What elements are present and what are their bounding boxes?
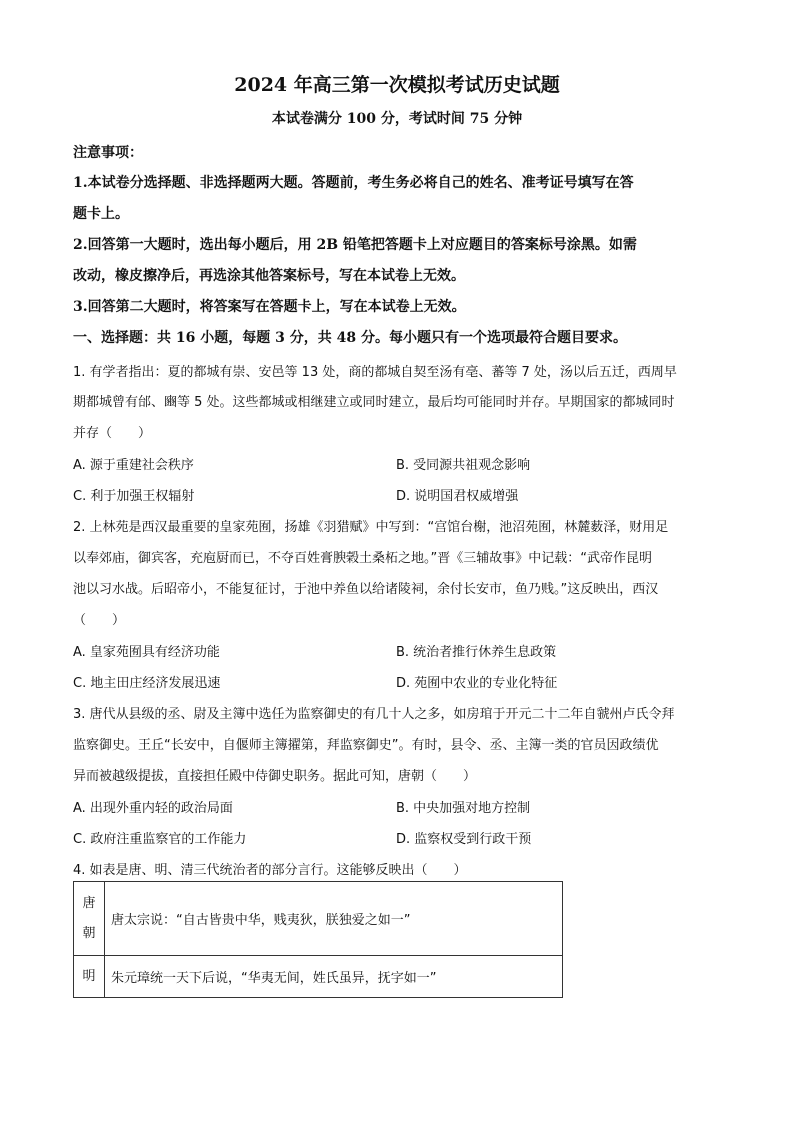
question-text: 1. 有学者指出：夏的都城有崇、安邑等 13 处，商的都城自契至汤有亳、蕃等 7 处，汤以后五迁，西周早 xyxy=(73,365,677,380)
question-text: 监察御史。王丘“长安中，自偃师主簿擢第，拜监察御史”。有时，县令、丞、主簿一类的官员因政绩优 xyxy=(73,738,659,753)
option-c: C. 政府注重监察官的工作能力 xyxy=(73,832,247,847)
option-d: D. 苑囿中农业的专业化特征 xyxy=(396,676,558,691)
dynasty-char: 朝 xyxy=(82,925,96,941)
dynasty-quotes-table xyxy=(73,881,563,998)
option-a: A. 源于重建社会秩序 xyxy=(73,458,194,473)
option-d: D. 监察权受到行政干预 xyxy=(396,832,532,847)
notice-line: 1.本试卷分选择题、非选择题两大题。答题前，考生务必将自己的姓名、准考证号填写在答 xyxy=(73,175,634,191)
table-row xyxy=(74,882,563,956)
question-text: 池以习水战。后昭帝小，不能复征讨，于池中养鱼以给诸陵祠，余付长安市，鱼乃贱。”这反映出，西汉 xyxy=(73,582,659,597)
option-a: A. 出现外重内轻的政治局面 xyxy=(73,801,233,816)
notice-heading: 注意事项： xyxy=(73,145,143,161)
notice-line: 3.回答第二大题时，将答案写在答题卡上，写在本试卷上无效。 xyxy=(73,299,466,315)
question-text: 并存（ ） xyxy=(73,426,152,441)
question-text: 3. 唐代从县级的丞、尉及主簿中选任为监察御史的有几十人之多，如房琯于开元二十二年自虢州卢氏令拜 xyxy=(73,707,675,722)
option-c: C. 利于加强王权辐射 xyxy=(73,489,195,504)
page-title: 2024 年高三第一次模拟考试历史试题 xyxy=(234,74,560,96)
question-text: 4. 如表是唐、明、清三代统治者的部分言行。这能够反映出（ ） xyxy=(73,863,467,878)
option-a: A. 皇家苑囿具有经济功能 xyxy=(73,645,220,660)
table-row xyxy=(74,956,563,998)
option-d: D. 说明国君权威增强 xyxy=(396,489,519,504)
question-text: 期都城曾有邰、豳等 5 处。这些都城或相继建立或同时建立，最后均可能同时并存。早期国家的都城同时 xyxy=(73,395,675,410)
option-b: B. 统治者推行休养生息政策 xyxy=(396,645,557,660)
section-heading: 一、选择题：共 16 小题，每题 3 分，共 48 分。每小题只有一个选项最符合题目要求。 xyxy=(73,330,627,346)
notice-line: 2.回答第一大题时，选出每小题后，用 2B 铅笔把答题卡上对应题目的答案标号涂黑。如需 xyxy=(73,237,637,253)
option-b: B. 中央加强对地方控制 xyxy=(396,801,531,816)
exam-subtitle: 本试卷满分 100 分，考试时间 75 分钟 xyxy=(271,111,523,127)
dynasty-char: 唐 xyxy=(82,895,96,911)
question-text: （ ） xyxy=(73,613,126,628)
quote-cell: 唐太宗说：“自古皆贵中华，贱夷狄，朕独爱之如一” xyxy=(105,882,563,956)
dynasty-cell xyxy=(74,882,105,956)
option-b: B. 受同源共祖观念影响 xyxy=(396,458,531,473)
question-text: 异而被越级提拔，直接担任殿中侍御史职务。据此可知，唐朝（ ） xyxy=(73,769,477,784)
notice-line: 题卡上。 xyxy=(73,206,129,222)
quote-cell: 朱元璋统一天下后说，“华夷无间，姓氏虽异，抚字如一” xyxy=(105,956,563,998)
question-text: 以奉郊庙，御宾客，充庖厨而已，不夺百姓膏腴榖土桑柘之地。”晋《三辅故事》中记载：“武帝作昆明 xyxy=(73,551,652,566)
option-c: C. 地主田庄经济发展迅速 xyxy=(73,676,221,691)
question-text: 2. 上林苑是西汉最重要的皇家苑囿，扬雄《羽猎赋》中写到：“宫馆台榭，池沼苑囿，林麓薮泽，财用足 xyxy=(73,520,669,535)
notice-line: 改动，橡皮擦净后，再选涂其他答案标号，写在本试卷上无效。 xyxy=(73,268,465,284)
dynasty-cell: 明 xyxy=(74,956,105,998)
